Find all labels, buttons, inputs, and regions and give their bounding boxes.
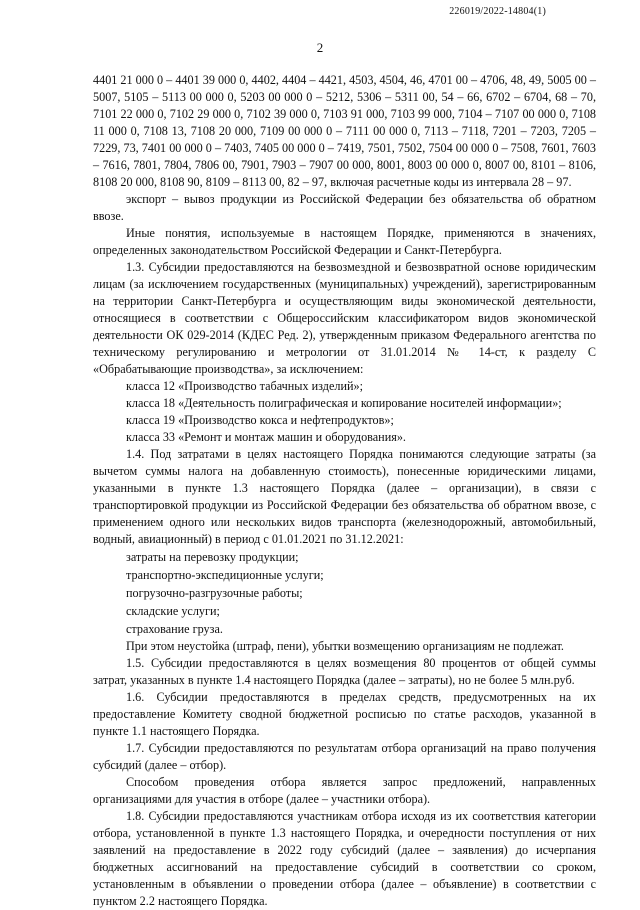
exclusion-item: класса 18 «Деятельность полиграфическая и копирование носителей информации»; (126, 396, 562, 410)
exclusion-item: класса 12 «Производство табачных изделий»; (126, 379, 363, 393)
cost-item: страхование груза. (126, 622, 223, 636)
clause-1-3: 1.3. Субсидии предоставляются на безвозмездной и безвозвратной основе юридическим лицам (за исключением государственных (муниципальных) учреждений), зарегистрированным на территории Санкт-Петербурга и осуществляющим виды экономической деятельности, относящиеся в соответствии с Общероссийским классификатором видов экономической деятельности ОК 029-2014 (КДЕС Ред. 2), утвержденным приказом Федерального агентства по техническому регулированию и метрологии от 31.01.2014 № 14-ст, к разделу С «Обрабатывающие производства», за исключением: (93, 260, 596, 376)
document-body (93, 72, 596, 910)
exclusion-item: класса 19 «Производство кокса и нефтепродуктов»; (126, 413, 394, 427)
clause-1-6: 1.6. Субсидии предоставляются в пределах средств, предусмотренных на их предоставление Комитету сводной бюджетной росписью по статье расходов, указанной в пункте 1.1 настоящего Порядка. (93, 690, 596, 738)
clause-1-4: 1.4. Под затратами в целях настоящего Порядка понимаются следующие затраты (за вычетом суммы налога на добавленную стоимость), понесенные юридическими лицами, указанными в пункте 1.3 настоящего Порядка (далее – организации), в связи с транспортировкой продукции из Российской Федерации без обязательства об обратном ввозе, с применением одного или нескольких видов транспорта (железнодорожный, автомобильный, водный, авиационный) в период с 01.01.2021 по 31.12.2021: (93, 447, 596, 546)
exclusion-item: класса 33 «Ремонт и монтаж машин и оборудования». (126, 430, 406, 444)
selection-method-paragraph: Способом проведения отбора является запрос предложений, направленных организациями для участия в отборе (далее – участники отбора). (93, 775, 596, 806)
clause-1-5: 1.5. Субсидии предоставляются в целях возмещения 80 процентов от общей суммы затрат, указанных в пункте 1.4 настоящего Порядка (далее – затраты), но не более 5 млн.руб. (93, 656, 596, 687)
document-registration-number: 226019/2022-14804(1) (449, 6, 546, 17)
clause-1-8: 1.8. Субсидии предоставляются участникам отбора исходя из их соответствия категории отбора, установленной в пункте 1.3 настоящего Порядка, и очередности поступления от них заявлений на предоставление в 2022 году субсидий (далее – заявления) до исчерпания бюджетных ассигнований на предоставление субсидий в соответствии со сроком, установленным в объявлении о проведении отбора (далее – объявление) в соответствии с пунктом 2.2 настоящего Порядка. (93, 809, 596, 908)
export-definition: экспорт – вывоз продукции из Российской Федерации без обязательства об обратном ввозе. (93, 192, 596, 223)
clause-1-7: 1.7. Субсидии предоставляются по результатам отбора организаций на право получения субсидий (далее – отбор). (93, 741, 596, 772)
customs-codes-paragraph: 4401 21 000 0 – 4401 39 000 0, 4402, 4404 – 4421, 4503, 4504, 46, 4701 00 – 4706, 48, 49, 5005 00 – 5007, 5105 – 5113 00 000 0, 5203 00 000 0 – 5212, 5306 – 5311 00, 54 – 66, 6702 – 6704, 68 – 70, 7101 22 000 0, 7102 29 000 0, 7102 39 000 0, 7103 91 000, 7103 99 000, 7104 – 7107 00 000 0, 7108 11 000 0, 7108 13, 7108 20 000, 7109 00 000 0 – 7111 00 000 0, 7113 – 7118, 7201 – 7203, 7205 – 7229, 73, 7401 00 000 0 – 7403, 7405 00 000 0 – 7419, 7501, 7502, 7504 00 000 0 – 7508, 7601, 7603 – 7616, 7801, 7804, 7806 00, 7901, 7903 – 7907 00 000, 8001, 8003 00 000 0, 8007 00, 8101 – 8106, 8108 20 000, 8108 90, 8109 – 8113 00, 82 – 97, включая расчетные коды из интервала 28 – 97. (93, 73, 596, 189)
cost-item: транспортно-экспедиционные услуги; (126, 568, 324, 582)
cost-item: затраты на перевозку продукции; (126, 550, 299, 564)
other-terms-paragraph: Иные понятия, используемые в настоящем Порядке, применяются в значениях, определенных законодательством Российской Федерации и Санкт-Петербурга. (93, 226, 596, 257)
cost-item: складские услуги; (126, 604, 220, 618)
penalty-note: При этом неустойка (штраф, пени), убытки возмещению организациям не подлежат. (126, 639, 564, 653)
cost-item: погрузочно-разгрузочные работы; (126, 586, 303, 600)
page-number: 2 (316, 40, 324, 55)
